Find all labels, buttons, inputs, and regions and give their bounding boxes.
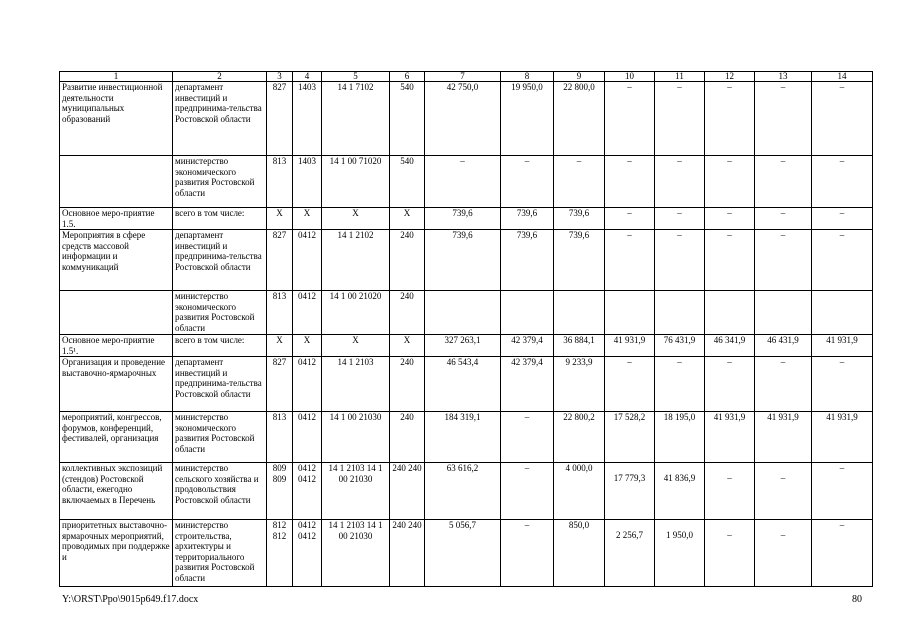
year-cell: 42 379,4	[501, 335, 554, 357]
executor-cell: департамент инвестиций и предпринима-тельства Ростовской области	[173, 82, 267, 156]
activity-cell: Организация и проведение выставочно-ярмарочных	[60, 357, 173, 412]
year-cell: –	[812, 463, 873, 520]
year-cell: –	[605, 82, 655, 156]
expense-type-cell: 540	[390, 156, 425, 208]
target-code-cell: 14 1 00 71020	[322, 156, 390, 208]
expense-type-cell: 240	[390, 412, 425, 463]
activity-cell: Основное меро-приятие 1.5.	[60, 208, 173, 230]
year-cell: –	[554, 156, 605, 208]
header-cell: 6	[390, 72, 425, 82]
target-code-cell: 14 1 00 21030	[322, 412, 390, 463]
grbs-cell: 827	[267, 82, 293, 156]
year-cell: –	[812, 82, 873, 156]
year-cell: 76 431,9	[655, 335, 705, 357]
year-cell: –	[705, 156, 755, 208]
table-row	[60, 291, 873, 335]
header-cell: 14	[812, 72, 873, 82]
year-cell: –	[755, 520, 812, 587]
grbs-cell: 813	[267, 156, 293, 208]
year-cell: –	[501, 156, 554, 208]
year-cell: 19 950,0	[501, 82, 554, 156]
year-cell: 739,6	[554, 208, 605, 230]
target-code-cell: 14 1 7102	[322, 82, 390, 156]
page-number: 80	[852, 594, 862, 605]
year-cell: –	[755, 357, 812, 412]
year-cell: 41 836,9	[655, 463, 705, 520]
year-cell	[812, 291, 873, 335]
year-cell: –	[501, 412, 554, 463]
year-cell: –	[705, 463, 755, 520]
activity-cell	[60, 291, 173, 335]
target-code-cell: Х	[322, 208, 390, 230]
executor-cell: министерство сельского хозяйства и продовольствия Ростовской области	[173, 463, 267, 520]
year-cell	[501, 291, 554, 335]
year-cell	[755, 291, 812, 335]
executor-cell: департамент инвестиций и предпринима-тельства Ростовской области	[173, 357, 267, 412]
header-cell: 3	[267, 72, 293, 82]
section-cell: 0412 0412	[293, 463, 322, 520]
expense-type-cell: 240 240	[390, 463, 425, 520]
year-cell	[655, 291, 705, 335]
year-cell: 42 379,4	[501, 357, 554, 412]
year-cell: 22 800,0	[554, 82, 605, 156]
year-cell	[605, 291, 655, 335]
header-cell: 13	[755, 72, 812, 82]
year-cell: 17 779,3	[605, 463, 655, 520]
year-cell: –	[812, 156, 873, 208]
table-row	[60, 520, 873, 587]
header-cell: 5	[322, 72, 390, 82]
year-cell: 4 000,0	[554, 463, 605, 520]
section-cell: 1403	[293, 156, 322, 208]
section-cell: 0412	[293, 357, 322, 412]
year-cell: 46 431,9	[755, 335, 812, 357]
year-cell: –	[655, 156, 705, 208]
expense-type-cell: 240	[390, 291, 425, 335]
grbs-cell: 827	[267, 357, 293, 412]
executor-cell: всего в том числе:	[173, 208, 267, 230]
executor-cell: министерство строительства, архитектуры и территориального развития Ростовской области	[173, 520, 267, 587]
year-cell: –	[655, 208, 705, 230]
year-cell: 9 233,9	[554, 357, 605, 412]
section-cell: 0412	[293, 291, 322, 335]
grbs-cell: 809 809	[267, 463, 293, 520]
header-cell: 2	[173, 72, 267, 82]
expense-type-cell: 540	[390, 82, 425, 156]
target-code-cell: 14 1 2103 14 1 00 21030	[322, 463, 390, 520]
grbs-cell: 813	[267, 291, 293, 335]
executor-cell: всего в том числе:	[173, 335, 267, 357]
target-code-cell: Х	[322, 335, 390, 357]
total-cell: 327 263,1	[425, 335, 501, 357]
expense-type-cell: Х	[390, 335, 425, 357]
year-cell: –	[755, 230, 812, 291]
table-row	[60, 156, 873, 208]
executor-cell: министерство экономического развития Ростовской области	[173, 412, 267, 463]
year-cell: 739,6	[501, 208, 554, 230]
year-cell: 2 256,7	[605, 520, 655, 587]
header-row	[60, 72, 873, 82]
program-table	[59, 71, 873, 587]
total-cell: 42 750,0	[425, 82, 501, 156]
year-cell: –	[812, 208, 873, 230]
activity-cell	[60, 156, 173, 208]
target-code-cell: 14 1 00 21020	[322, 291, 390, 335]
executor-cell: министерство экономического развития Ростовской области	[173, 156, 267, 208]
year-cell: –	[605, 208, 655, 230]
year-cell: –	[705, 230, 755, 291]
table-row	[60, 335, 873, 357]
header-cell: 4	[293, 72, 322, 82]
year-cell: –	[755, 82, 812, 156]
target-code-cell: 14 1 2103 14 1 00 21030	[322, 520, 390, 587]
total-cell: 184 319,1	[425, 412, 501, 463]
year-cell: –	[605, 230, 655, 291]
section-cell: 0412	[293, 230, 322, 291]
year-cell: –	[755, 156, 812, 208]
year-cell: –	[655, 230, 705, 291]
year-cell	[554, 291, 605, 335]
year-cell: –	[605, 156, 655, 208]
total-cell	[425, 291, 501, 335]
year-cell: 41 931,9	[705, 412, 755, 463]
activity-cell: коллективных экспозиций (стендов) Ростовской области, ежегодно включаемых в Перечень	[60, 463, 173, 520]
year-cell: –	[501, 520, 554, 587]
activity-cell: Основное меро-приятие 1.5¹.	[60, 335, 173, 357]
table-row	[60, 230, 873, 291]
total-cell: 63 616,2	[425, 463, 501, 520]
year-cell: 22 800,2	[554, 412, 605, 463]
section-cell: Х	[293, 208, 322, 230]
table-row	[60, 357, 873, 412]
table-row	[60, 208, 873, 230]
year-cell: 36 884,1	[554, 335, 605, 357]
year-cell: –	[755, 463, 812, 520]
year-cell: –	[705, 208, 755, 230]
section-cell: Х	[293, 335, 322, 357]
year-cell: –	[705, 82, 755, 156]
total-cell: 46 543,4	[425, 357, 501, 412]
year-cell: –	[501, 463, 554, 520]
header-cell: 12	[705, 72, 755, 82]
activity-cell: мероприятий, конгрессов, форумов, конференций, фестивалей, организация	[60, 412, 173, 463]
activity-cell: Мероприятия в сфере средств массовой информации и коммуникаций	[60, 230, 173, 291]
total-cell: 739,6	[425, 230, 501, 291]
year-cell: 850,0	[554, 520, 605, 587]
year-cell: –	[705, 357, 755, 412]
file-path: Y:\ORST\Ppo\9015p649.f17.docx	[62, 594, 199, 605]
activity-cell: приоритетных выставочно-ярмарочных мероприятий, проводимых при поддержке и	[60, 520, 173, 587]
target-code-cell: 14 1 2103	[322, 357, 390, 412]
year-cell: –	[812, 520, 873, 587]
activity-cell: Развитие инвестиционной деятельности муниципальных образований	[60, 82, 173, 156]
table-row	[60, 82, 873, 156]
header-cell: 10	[605, 72, 655, 82]
year-cell	[705, 291, 755, 335]
grbs-cell: Х	[267, 335, 293, 357]
header-cell: 9	[554, 72, 605, 82]
year-cell: 46 341,9	[705, 335, 755, 357]
total-cell: 739,6	[425, 208, 501, 230]
grbs-cell: 812 812	[267, 520, 293, 587]
year-cell: –	[605, 357, 655, 412]
year-cell: 739,6	[501, 230, 554, 291]
year-cell: 739,6	[554, 230, 605, 291]
year-cell: 41 931,9	[605, 335, 655, 357]
grbs-cell: Х	[267, 208, 293, 230]
target-code-cell: 14 1 2102	[322, 230, 390, 291]
executor-cell: министерство экономического развития Ростовской области	[173, 291, 267, 335]
section-cell: 1403	[293, 82, 322, 156]
expense-type-cell: 240	[390, 357, 425, 412]
year-cell: 1 950,0	[655, 520, 705, 587]
total-cell: 5 056,7	[425, 520, 501, 587]
year-cell: –	[655, 82, 705, 156]
header-cell: 11	[655, 72, 705, 82]
section-cell: 0412 0412	[293, 520, 322, 587]
year-cell: –	[812, 357, 873, 412]
year-cell: 41 931,9	[812, 335, 873, 357]
year-cell: –	[812, 230, 873, 291]
table-row	[60, 463, 873, 520]
year-cell: –	[755, 208, 812, 230]
year-cell: –	[655, 357, 705, 412]
year-cell: –	[705, 520, 755, 587]
header-cell: 7	[425, 72, 501, 82]
expense-type-cell: Х	[390, 208, 425, 230]
expense-type-cell: 240	[390, 230, 425, 291]
year-cell: 18 195,0	[655, 412, 705, 463]
grbs-cell: 813	[267, 412, 293, 463]
table-row	[60, 412, 873, 463]
header-cell: 1	[60, 72, 173, 82]
header-cell: 8	[501, 72, 554, 82]
total-cell: –	[425, 156, 501, 208]
year-cell: 41 931,9	[812, 412, 873, 463]
grbs-cell: 827	[267, 230, 293, 291]
year-cell: 17 528,2	[605, 412, 655, 463]
year-cell: 41 931,9	[755, 412, 812, 463]
section-cell: 0412	[293, 412, 322, 463]
expense-type-cell: 240 240	[390, 520, 425, 587]
executor-cell: департамент инвестиций и предпринима-тельства Ростовской области	[173, 230, 267, 291]
